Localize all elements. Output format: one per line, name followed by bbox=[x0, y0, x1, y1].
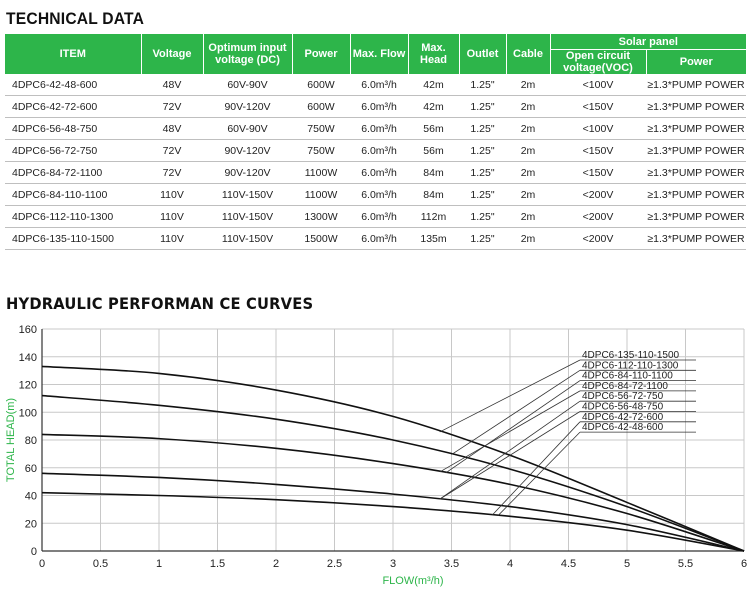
table-row bbox=[5, 118, 746, 140]
table-cell: ≥1.3*PUMP POWER bbox=[646, 162, 746, 184]
table-cell: ≥1.3*PUMP POWER bbox=[646, 140, 746, 162]
table-cell: 1.25" bbox=[459, 162, 506, 184]
table-cell: 90V-120V bbox=[203, 162, 292, 184]
header-optimum-input-voltage: Optimum input voltage (DC) bbox=[203, 34, 292, 74]
x-tick-label: 4 bbox=[506, 558, 514, 570]
table-cell: 110V bbox=[141, 206, 203, 228]
table-cell: 84m bbox=[408, 184, 459, 206]
performance-chart bbox=[0, 318, 750, 600]
table-row bbox=[5, 74, 746, 96]
header-solar-power: Power bbox=[646, 50, 746, 75]
table-cell: 48V bbox=[141, 74, 203, 96]
y-tick-label: 160 bbox=[18, 324, 37, 336]
table-cell: 1100W bbox=[292, 184, 350, 206]
table-cell: 1.25" bbox=[459, 118, 506, 140]
table-cell: ≥1.3*PUMP POWER bbox=[646, 96, 746, 118]
table-cell: 2m bbox=[506, 74, 550, 96]
table-cell: 56m bbox=[408, 140, 459, 162]
table-cell: 110V-150V bbox=[203, 228, 292, 250]
y-tick-label: 140 bbox=[18, 351, 37, 364]
table-cell: 1100W bbox=[292, 162, 350, 184]
header-cable: Cable bbox=[506, 34, 550, 74]
table-row bbox=[5, 96, 746, 118]
table-cell: ≥1.3*PUMP POWER bbox=[646, 206, 746, 228]
legend-label: 4DPC6-42-72-600 bbox=[582, 411, 664, 423]
table-cell: 4DPC6-84-72-1100 bbox=[5, 162, 141, 184]
legend-label: 4DPC6-84-72-1100 bbox=[582, 380, 668, 392]
table-cell: 4DPC6-135-110-1500 bbox=[5, 228, 141, 250]
x-tick-label: 5.5 bbox=[677, 558, 694, 570]
table-cell: 1300W bbox=[292, 206, 350, 228]
table-cell: 4DPC6-42-72-600 bbox=[5, 96, 141, 118]
table-cell: 1.25" bbox=[459, 184, 506, 206]
table-cell: 1.25" bbox=[459, 228, 506, 250]
legend-label: 4DPC6-112-110-1300 bbox=[582, 360, 679, 372]
header-power: Power bbox=[292, 34, 350, 74]
legend-label: 4DPC6-42-48-600 bbox=[582, 422, 664, 434]
table-cell: 90V-120V bbox=[203, 140, 292, 162]
x-tick-label: 3 bbox=[389, 558, 397, 570]
table-cell: 4DPC6-56-72-750 bbox=[5, 140, 141, 162]
table-cell: 72V bbox=[141, 96, 203, 118]
y-tick-label: 0 bbox=[30, 546, 37, 558]
table-row bbox=[5, 228, 746, 250]
table-cell: <150V bbox=[550, 162, 646, 184]
x-tick-label: 4.5 bbox=[560, 558, 577, 570]
header-outlet: Outlet bbox=[459, 34, 506, 74]
table-cell: <100V bbox=[550, 118, 646, 140]
table-cell: 6.0m³/h bbox=[350, 184, 408, 206]
table-cell: 1.25" bbox=[459, 96, 506, 118]
y-axis-label: TOTAL HEAD(m) bbox=[5, 397, 17, 483]
table-body bbox=[5, 74, 746, 250]
table-cell: 90V-120V bbox=[203, 96, 292, 118]
table-cell: 1.25" bbox=[459, 140, 506, 162]
header-item: ITEM bbox=[5, 34, 141, 74]
table-cell: 6.0m³/h bbox=[350, 228, 408, 250]
table-row bbox=[5, 206, 746, 228]
table-cell: 1.25" bbox=[459, 74, 506, 96]
y-tick-label: 80 bbox=[24, 435, 37, 447]
table-cell: 6.0m³/h bbox=[350, 118, 408, 140]
table-row bbox=[5, 184, 746, 206]
table-cell: 112m bbox=[408, 206, 459, 228]
legend-label: 4DPC6-84-110-1100 bbox=[582, 370, 673, 382]
y-tick-label: 120 bbox=[18, 379, 37, 392]
table-cell: ≥1.3*PUMP POWER bbox=[646, 228, 746, 250]
table-row bbox=[5, 140, 746, 162]
table-cell: 1500W bbox=[292, 228, 350, 250]
curves-title: HYDRAULIC PERFORMAN CE CURVES bbox=[6, 294, 314, 313]
x-tick-label: 3.5 bbox=[443, 558, 460, 570]
header-max-flow: Max. Flow bbox=[350, 34, 408, 74]
header-voltage: Voltage bbox=[141, 34, 203, 74]
header-open-circuit-voltage: Open circuit voltage(VOC) bbox=[550, 50, 646, 75]
x-tick-label: 1.5 bbox=[209, 558, 226, 570]
table-cell: 72V bbox=[141, 140, 203, 162]
table-cell: 110V bbox=[141, 184, 203, 206]
table-cell: 135m bbox=[408, 228, 459, 250]
table-cell: <200V bbox=[550, 206, 646, 228]
x-tick-label: 6 bbox=[740, 558, 748, 570]
table-cell: 42m bbox=[408, 74, 459, 96]
table-cell: 2m bbox=[506, 206, 550, 228]
table-cell: 4DPC6-84-110-1100 bbox=[5, 184, 141, 206]
table-cell: 6.0m³/h bbox=[350, 96, 408, 118]
x-tick-label: 1 bbox=[155, 558, 163, 570]
table-cell: 42m bbox=[408, 96, 459, 118]
table-cell: 1.25" bbox=[459, 206, 506, 228]
x-tick-label: 2 bbox=[272, 558, 280, 570]
table-cell: 6.0m³/h bbox=[350, 74, 408, 96]
table-cell: 110V-150V bbox=[203, 206, 292, 228]
header-solar-panel: Solar panel bbox=[550, 34, 746, 50]
x-tick-label: 5 bbox=[623, 558, 631, 570]
table-cell: <150V bbox=[550, 96, 646, 118]
legend-label: 4DPC6-56-72-750 bbox=[582, 391, 664, 403]
table-cell: 2m bbox=[506, 162, 550, 184]
table-cell: <200V bbox=[550, 184, 646, 206]
table-cell: <150V bbox=[550, 140, 646, 162]
legend-label: 4DPC6-135-110-1500 bbox=[582, 350, 680, 361]
x-tick-label: 2.5 bbox=[326, 558, 343, 570]
table-cell: 2m bbox=[506, 228, 550, 250]
table-cell: 4DPC6-112-110-1300 bbox=[5, 206, 141, 228]
table-cell: 60V-90V bbox=[203, 74, 292, 96]
table-cell: 750W bbox=[292, 118, 350, 140]
table-cell: 48V bbox=[141, 118, 203, 140]
table-cell: 2m bbox=[506, 96, 550, 118]
table-cell: 6.0m³/h bbox=[350, 140, 408, 162]
technical-data-title: TECHNICAL DATA bbox=[6, 9, 145, 28]
technical-data-table bbox=[5, 34, 746, 250]
table-cell: <200V bbox=[550, 228, 646, 250]
y-tick-label: 100 bbox=[18, 407, 37, 420]
table-cell: 72V bbox=[141, 162, 203, 184]
table-cell: 110V bbox=[141, 228, 203, 250]
table-cell: 600W bbox=[292, 96, 350, 118]
legend-leader-line bbox=[498, 432, 580, 515]
y-tick-label: 20 bbox=[24, 518, 37, 531]
table-cell: 2m bbox=[506, 140, 550, 162]
table-cell: 56m bbox=[408, 118, 459, 140]
y-tick-label: 40 bbox=[24, 490, 37, 503]
x-axis-label: FLOW(m³/h) bbox=[382, 575, 444, 587]
table-cell: 600W bbox=[292, 74, 350, 96]
table-cell: 750W bbox=[292, 140, 350, 162]
table-cell: 6.0m³/h bbox=[350, 206, 408, 228]
y-tick-label: 60 bbox=[24, 462, 37, 475]
table-cell: ≥1.3*PUMP POWER bbox=[646, 74, 746, 96]
table-row bbox=[5, 162, 746, 184]
x-tick-label: 0.5 bbox=[92, 558, 109, 570]
table-cell: 4DPC6-56-48-750 bbox=[5, 118, 141, 140]
legend-label: 4DPC6-56-48-750 bbox=[582, 401, 664, 413]
table-cell: 84m bbox=[408, 162, 459, 184]
x-tick-label: 0 bbox=[38, 558, 46, 570]
table-cell: 2m bbox=[506, 184, 550, 206]
header-max-head: Max. Head bbox=[408, 34, 459, 74]
table-cell: ≥1.3*PUMP POWER bbox=[646, 118, 746, 140]
table-cell: <100V bbox=[550, 74, 646, 96]
table-cell: 2m bbox=[506, 118, 550, 140]
table-cell: 6.0m³/h bbox=[350, 162, 408, 184]
table-cell: ≥1.3*PUMP POWER bbox=[646, 184, 746, 206]
table-cell: 60V-90V bbox=[203, 118, 292, 140]
legend-item bbox=[498, 422, 696, 515]
table-cell: 4DPC6-42-48-600 bbox=[5, 74, 141, 96]
table-cell: 110V-150V bbox=[203, 184, 292, 206]
